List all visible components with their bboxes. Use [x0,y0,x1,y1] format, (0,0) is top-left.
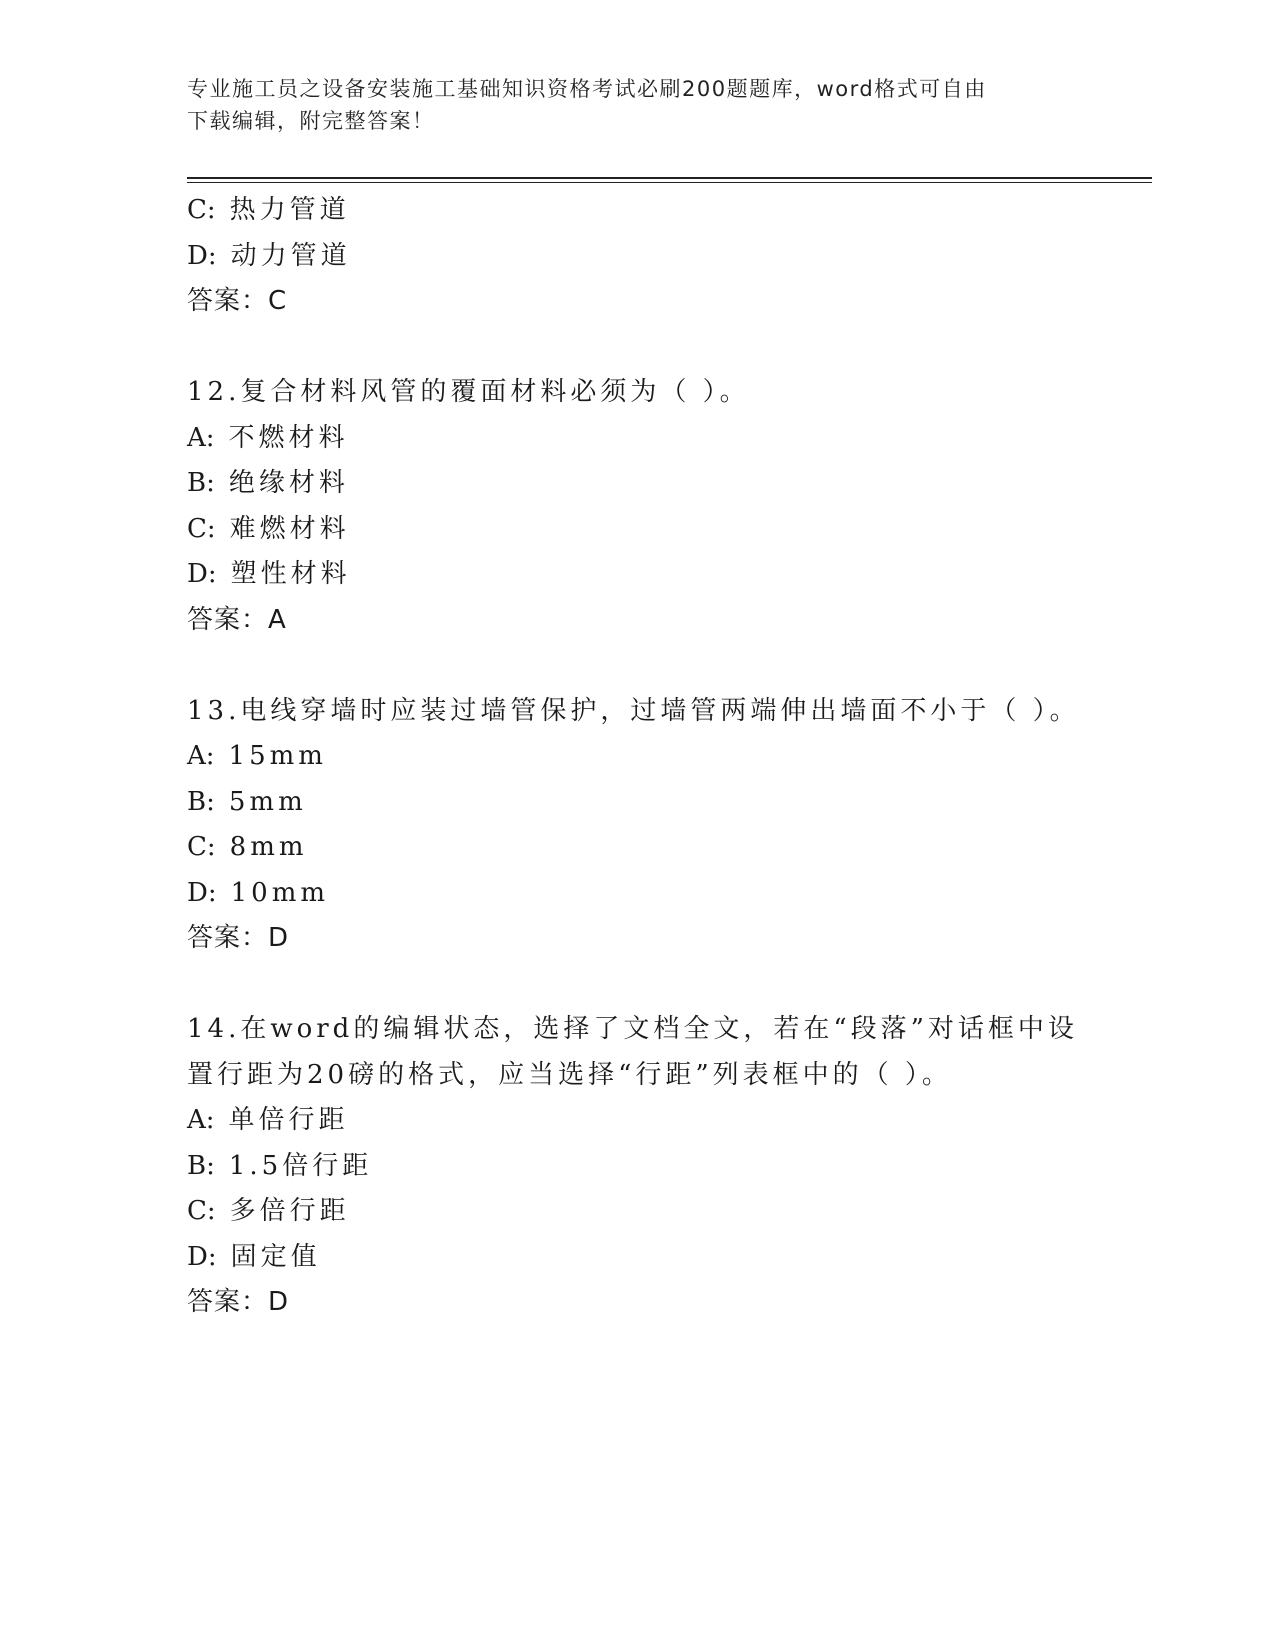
header-line-1: 专业施工员之设备安装施工基础知识资格考试必刷200题题库，word格式可自由 [187,77,987,101]
option-b: B: 5mm [187,786,307,817]
question-block-11 [187,188,1087,325]
option-c: C: 难燃材料 [187,513,350,544]
option-b: B: 1.5倍行距 [187,1150,373,1181]
question-block-14 [187,1007,1087,1326]
header-line-2: 下载编辑，附完整答案！ [187,109,435,133]
header-rule-thin [187,182,1152,183]
question-stem: 12.复合材料风管的覆面材料必须为（ ）。 [187,377,750,407]
question-stem-line-1: 14.在word的编辑状态，选择了文档全文，若在“段落”对话框中设 [187,1014,1078,1044]
question-stem-line-2: 置行距为20磅的格式，应当选择“行距”列表框中的（ ）。 [187,1059,952,1090]
option-d: D: 10mm [187,877,330,908]
option-c: C: 8mm [187,832,308,862]
answer-line: 答案：A [187,604,287,635]
option-a: A: 不燃材料 [187,422,349,453]
answer-line: 答案：C [187,286,288,316]
question-block-12 [187,370,1087,643]
question-block-13 [187,689,1087,962]
option-d: D: 动力管道 [187,240,351,271]
option-c: C: 多倍行距 [187,1196,350,1226]
document-header [187,73,1067,137]
answer-line: 答案：D [187,923,290,953]
option-d: D: 固定值 [187,1241,321,1272]
option-a: A: 单倍行距 [187,1105,349,1135]
answer-line: 答案：D [187,1287,290,1317]
option-a: A: 15mm [187,741,327,771]
question-list [187,188,1087,1326]
question-stem: 13.电线穿墙时应装过墙管保护，过墙管两端伸出墙面不小于（ ）。 [187,695,1080,726]
header-rule-thick [187,177,1152,179]
option-d: D: 塑性材料 [187,559,351,589]
option-c: C: 热力管道 [187,195,350,225]
option-b: B: 绝缘材料 [187,468,349,498]
